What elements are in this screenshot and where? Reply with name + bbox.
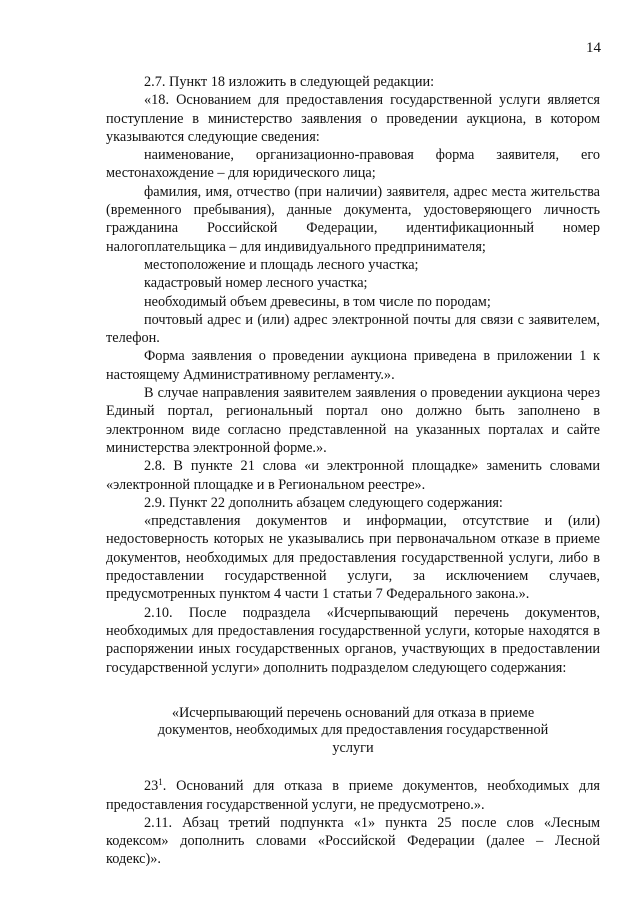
page-number: 14	[586, 40, 601, 56]
list-item-contacts: почтовый адрес и (или) адрес электронной почты для связи с заявителем, телефон.	[106, 311, 600, 347]
heading-line: «Исчерпывающий перечень оснований для отказа в приеме	[171, 704, 535, 721]
paragraph-18-intro: «18. Основанием для предоставления государственной услуги является поступление в министерство заявления о проведении аукциона, в котором указываются следующие сведения:	[106, 92, 600, 145]
paragraph-23-1	[106, 777, 600, 814]
paragraph-electronic-submission: В случае направления заявителем заявления о проведении аукциона через Единый портал, региональный портал оно должно быть заполнено в электронном виде согласно представленной на указанных порталах и сайте министерства электронной форме.».	[106, 385, 600, 456]
paragraph-2-11: 2.11. Абзац третий подпункта «1» пункта 25 после слов «Лесным кодексом» дополнить словами «Российской Федерации (далее – Лесной кодекс)».	[106, 814, 600, 868]
list-item-location: местоположение и площадь лесного участка;	[144, 256, 419, 273]
paragraph-2-7: 2.7. Пункт 18 изложить в следующей редакции:	[144, 74, 435, 90]
paragraph-2-10: 2.10. После подраздела «Исчерпывающий перечень документов, необходимых для предоставления государственной услуги, которые находятся в распоряжении иных государственных органов, участвующих в предоставлении государственной услуги» дополнить подразделом следующего содержания:	[106, 604, 600, 676]
paragraph-2-9-quote: «представления документов и информации, отсутствие и (или) недостоверность которых не указывались при первоначальном отказе в приеме документов, необходимых для предоставления государственной услуги, либо в предоставлении государственной услуги, за исключением случаев, предусмотренных пунктом 4 части 1 статьи 7 Федерального закона.».	[106, 513, 600, 603]
list-item-entrepreneur: фамилия, имя, отчество (при наличии) заявителя, адрес места жительства (временного пребывания), данные документа, удостоверяющего личность гражданина Российской Федерации, идентификационный номер налогоплательщика – для индивидуального предпринимателя;	[106, 183, 600, 255]
list-item-wood-volume: необходимый объем древесины, в том числе по породам;	[144, 293, 491, 310]
list-item-cadastral: кадастровый номер лесного участка;	[144, 275, 368, 292]
paragraph-2-9: 2.9. Пункт 22 дополнить абзацем следующего содержания:	[144, 494, 503, 511]
item-superscript: 1	[158, 777, 163, 788]
paragraph-form-appendix: Форма заявления о проведении аукциона приведена в приложении 1 к настоящему Административному регламенту.».	[106, 348, 600, 383]
list-item-legal-entity: наименование, организационно-правовая форма заявителя, его местонахождение – для юридического лица;	[106, 147, 600, 182]
document-body	[106, 73, 600, 869]
item-number: 23	[144, 778, 159, 795]
heading-line: услуги	[332, 739, 374, 756]
heading-line: документов, необходимых для предоставления государственной	[157, 722, 549, 739]
subsection-heading	[106, 705, 600, 758]
item-text: . Оснований для отказа в приеме документов, необходимых для предоставления государственной услуги, не предусмотрено.».	[106, 778, 600, 813]
paragraph-2-8: 2.8. В пункте 21 слова «и электронной площадке» заменить словами «электронной площадке и в Региональном реестре».	[106, 458, 600, 493]
